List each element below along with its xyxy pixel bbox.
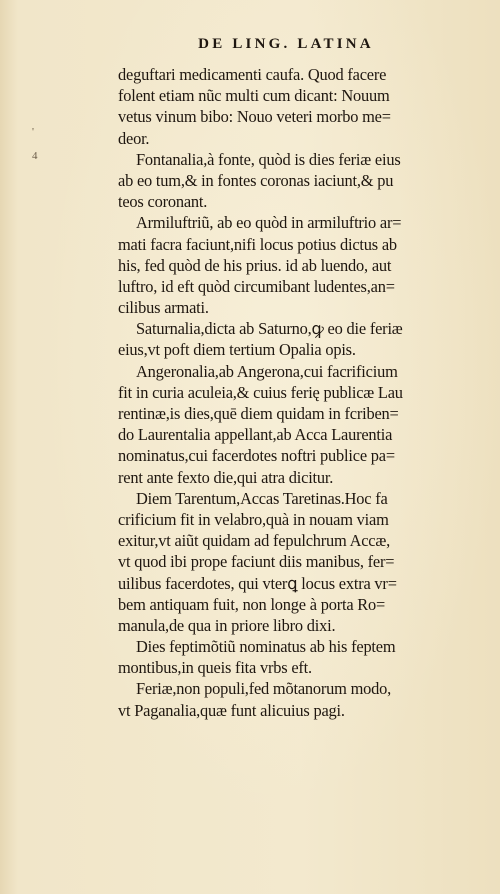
text-line: his, fed quòd de his prius. id ab luendo, aut — [118, 255, 392, 275]
text-line: luftro, id eft quòd circumibant ludentes,an= — [118, 276, 395, 296]
text-line: uilibus facerdotes, qui vterꝗ locus extra vr= — [118, 573, 397, 593]
text-line: vetus vinum bibo: Nouo veteri morbo me= — [118, 107, 391, 127]
text-line: rent ante fexto die,qui atra dicitur. — [118, 467, 334, 487]
text-line: cilibus armati. — [118, 298, 209, 318]
text-line: teos coronant. — [118, 192, 208, 212]
text-line: Diem Tarentum,Accas Taretinas.Hoc fa — [136, 488, 388, 508]
text-line: vt quod ibi prope faciunt diis manibus, fer= — [118, 552, 395, 572]
body-text — [118, 64, 490, 721]
text-line: ab eo tum,& in fontes coronas iaciunt,& pu — [118, 170, 394, 190]
text-line: rentinæ,is dies,quē diem quidam in fcriben= — [118, 404, 399, 423]
text-line: Saturnalia,dicta ab Saturno,ꝙ eo die feriæ — [136, 319, 403, 339]
text-line: nominatus,cui facerdotes noftri publice pa= — [118, 446, 395, 466]
text-line: do Laurentalia appellant,ab Acca Laurentia — [118, 425, 393, 445]
text-line: Feriæ,non populi,fed mõtanorum modo, — [136, 679, 392, 699]
text-line: crificium fit in velabro,quà in nouam viam — [118, 509, 389, 529]
text-line: vt Paganalia,quæ funt alicuius pagi. — [118, 700, 345, 720]
margin-mark: 4 — [32, 150, 38, 162]
text-line: exitur,vt aiũt quidam ad fepulchrum Accæ, — [118, 531, 390, 551]
text-line: Armiluftriũ, ab eo quòd in armiluftrio ar= — [136, 213, 402, 233]
text-line: mati facra faciunt,nifi locus potius dictus ab — [118, 234, 397, 254]
text-line: folent etiam nũc multi cum dicant: Nouum — [118, 86, 390, 106]
text-line: Fontanalia,à fonte, quòd is dies feriæ eius — [136, 149, 401, 169]
text-line: montibus,in queis fita vrbs eft. — [118, 658, 312, 678]
running-head: DE LING. LATINA — [198, 36, 374, 52]
text-line: deor. — [118, 128, 150, 148]
text-line: Angeronalia,ab Angerona,cui facrificium — [136, 361, 398, 381]
text-line: manula,de qua in priore libro dixi. — [118, 615, 336, 635]
text-line: deguftari medicamenti caufa. Quod facere — [118, 65, 387, 84]
text-line: fit in curia aculeia,& cuius ferię publicæ Lau — [118, 382, 403, 402]
margin-mark: ' — [32, 126, 34, 138]
text-line: bem antiquam fuit, non longe à porta Ro= — [118, 594, 386, 614]
text-line: Dies feptimõtiũ nominatus ab his feptem — [136, 637, 396, 657]
text-line: eius,vt poft diem tertium Opalia opis. — [118, 340, 356, 360]
